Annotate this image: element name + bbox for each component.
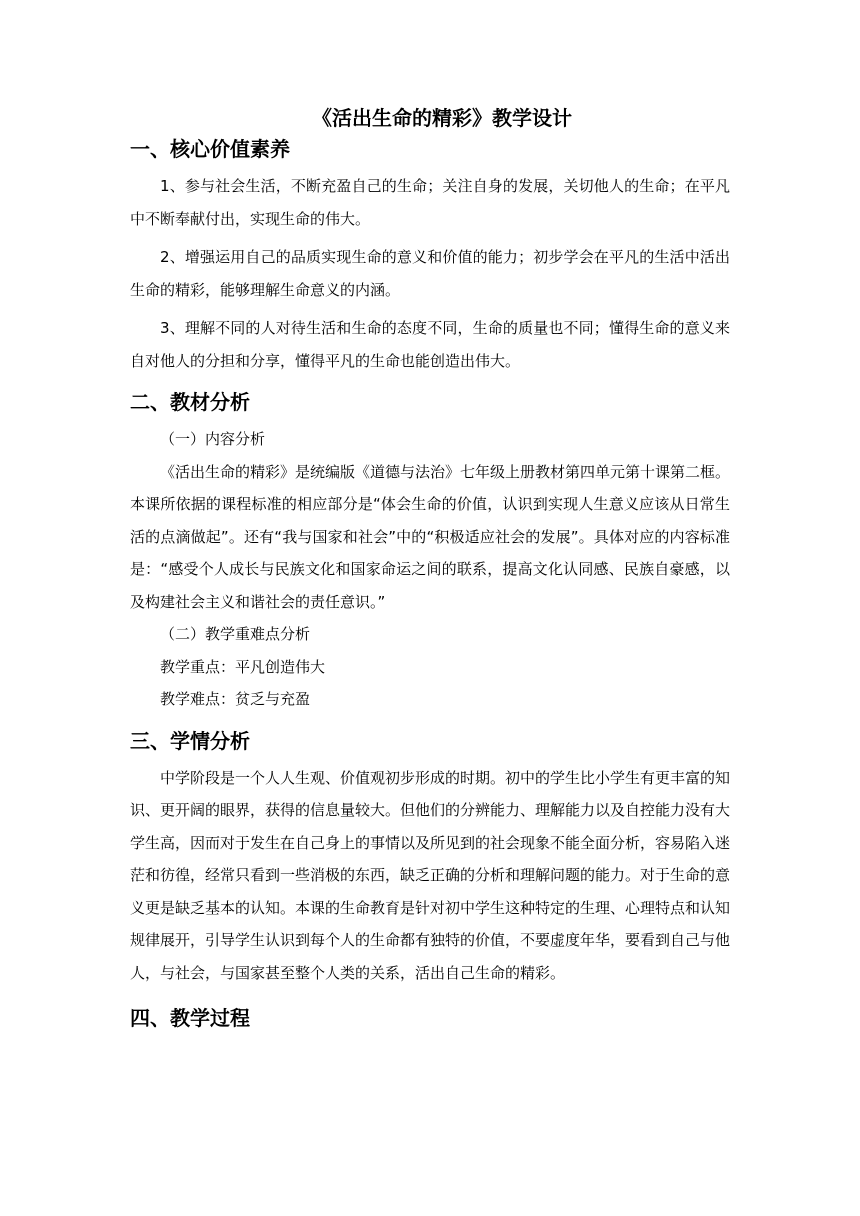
section-heading-core-values: 一、核心价值素养 <box>130 137 290 161</box>
key-points-subheading: （二）教学重难点分析 <box>160 625 311 643</box>
student-analysis-text: 中学阶段是一个人人生观、价值观初步形成的时期。初中的学生比小学生有更丰富的知识、更开阔的眼界，获得的信息量较大。但他们的分辨能力、理解能力以及自控能力没有大学生高，因而对于发生在自己身上的事情以及所见到的社会现象不能全面分析，容易陷入迷茫和彷徨，经常只看到一些消极的东西，缺乏正确的分析和理解问题的能力。对于生命的意义更是缺乏基本的认知。本课的生命教育是针对初中学生这种特定的生理、心理特点和认知规律展开，引导学生认识到每个人的生命都有独特的价值，不要虚度年华，要看到自己与他人，与社会，与国家甚至整个人类的关系，活出自己生命的精彩。 <box>130 768 731 982</box>
core-values-item-1: 1、参与社会生活，不断充盈自己的生命；关注自身的发展，关切他人的生命；在平凡中不断奉献付出，实现生命的伟大。 <box>130 177 730 228</box>
content-analysis-subheading: （一）内容分析 <box>160 430 266 448</box>
document-title: 《活出生命的精彩》教学设计 <box>312 106 572 130</box>
document-page <box>130 102 730 1033</box>
core-values-item-2: 2、增强运用自己的品质实现生命的意义和价值的能力；初步学会在平凡的生活中活出生命的精彩，能够理解生命意义的内涵。 <box>130 248 730 299</box>
section-heading-textbook-analysis: 二、教材分析 <box>130 390 250 414</box>
teaching-key-point: 教学重点：平凡创造伟大 <box>160 657 326 676</box>
content-analysis-text: 《活出生命的精彩》是统编版《道德与法治》七年级上册教材第四单元第十课第二框。本课所依据的课程标准的相应部分是“体会生命的价值，认识到实现人生意义应该从日常生活的点滴做起”。还有“我与国家和社会”中的“积极适应社会的发展”。具体对应的内容标准是：“感受个人成长与民族文化和国家命运之间的联系，提高文化认同感、民族自豪感，以及构建社会主义和谐社会的责任意识。” <box>130 462 731 611</box>
core-values-item-3: 3、理解不同的人对待生活和生命的态度不同，生命的质量也不同；懂得生命的意义来自对他人的分担和分享，懂得平凡的生命也能创造出伟大。 <box>130 319 730 370</box>
teaching-difficult-point: 教学难点：贫乏与充盈 <box>160 690 311 708</box>
section-heading-teaching-process: 四、教学过程 <box>130 1006 250 1030</box>
section-heading-student-analysis: 三、学情分析 <box>130 728 250 753</box>
